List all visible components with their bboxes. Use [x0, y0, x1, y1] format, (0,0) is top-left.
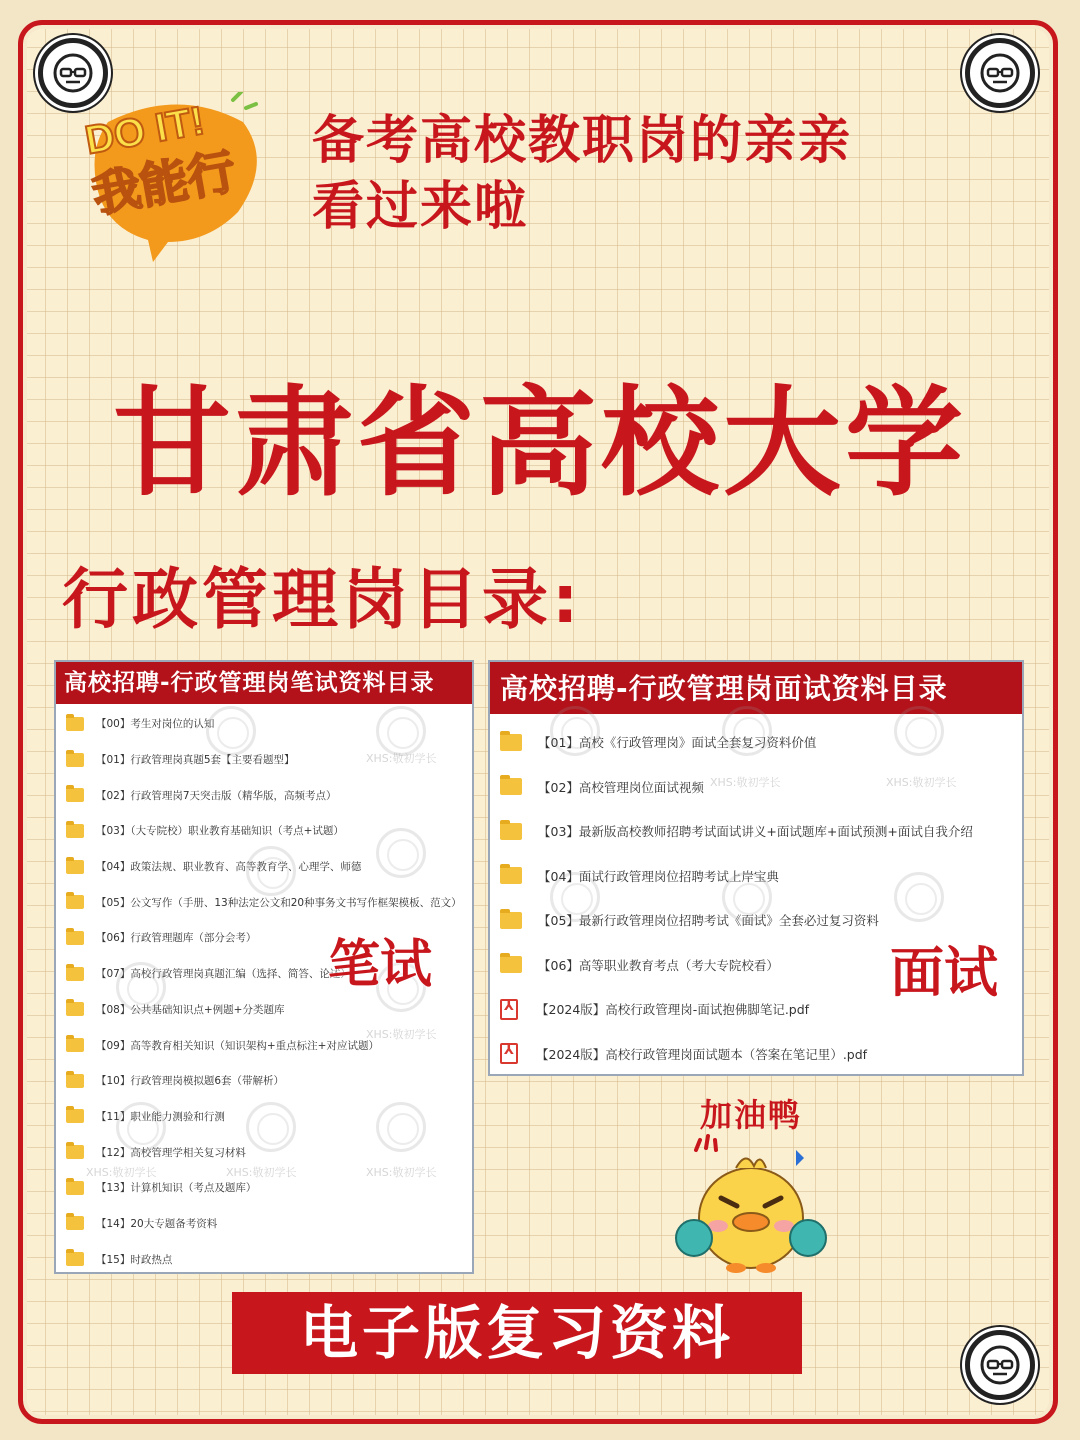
interview-directory	[488, 660, 1024, 1076]
list-item-label: 【2024版】高校行政管理岗面试题本（答案在笔记里）.pdf	[536, 1046, 868, 1062]
list-item-label: 【01】高校《行政管理岗》面试全套复习资料价值	[538, 735, 817, 751]
duck-sticker	[666, 1090, 836, 1280]
list-item-label: 【03】最新版高校教师招聘考试面试讲义+面试题库+面试预测+面试自我介绍	[538, 824, 973, 840]
list-item-label: 【09】高等教育相关知识（知识架构+重点标注+对应试题）	[96, 1039, 379, 1052]
list-item[interactable]	[56, 813, 472, 849]
bottom-banner: 电子版复习资料	[232, 1292, 802, 1374]
folder-icon	[500, 823, 522, 840]
duck-icon	[666, 1130, 836, 1280]
list-item-label: 【2024版】高校行政管理岗-面试抱佛脚笔记.pdf	[536, 1002, 810, 1018]
list-item-label: 【05】最新行政管理岗位招聘考试《面试》全套必过复习资料	[538, 913, 879, 929]
list-item[interactable]	[56, 1027, 472, 1063]
corner-logo-icon	[965, 1330, 1035, 1400]
list-item-label: 【04】政策法规、职业教育、高等教育学、心理学、师德	[96, 861, 362, 874]
folder-icon	[66, 753, 84, 767]
folder-icon	[66, 1145, 84, 1159]
folder-icon	[66, 1038, 84, 1052]
interview-item-list	[490, 714, 1022, 1076]
written-panel-title: 高校招聘-行政管理岗笔试资料目录	[56, 662, 472, 704]
watermark-text: XHS:敬初学长	[366, 1028, 437, 1041]
headline-line-2: 看过来啦	[312, 177, 529, 237]
list-item-label: 【10】行政管理岗模拟题6套（带解析）	[96, 1075, 285, 1088]
folder-icon	[66, 895, 84, 909]
folder-icon	[66, 1109, 84, 1123]
list-item[interactable]	[56, 1063, 472, 1099]
headline	[312, 108, 852, 240]
duck-caption: 加油鸭	[699, 1096, 802, 1134]
interview-stamp: 面试	[890, 941, 998, 1004]
list-item[interactable]	[490, 854, 1022, 899]
folder-icon	[66, 1181, 84, 1195]
written-stamp: 笔试	[328, 935, 433, 995]
folder-icon	[66, 717, 84, 731]
list-item-label: 【00】考生对岗位的认知	[96, 718, 215, 731]
do-it-sticker	[78, 92, 278, 262]
folder-icon	[500, 956, 522, 973]
list-item[interactable]	[56, 1206, 472, 1242]
page-title: 甘肃省高校大学	[112, 374, 967, 512]
interview-panel-title: 高校招聘-行政管理岗面试资料目录	[490, 662, 1022, 714]
badge-text-top: DO IT!	[81, 98, 208, 163]
list-item-label: 【02】行政管理岗7天突击版（精华版，高频考点）	[96, 789, 337, 802]
list-item[interactable]	[490, 720, 1022, 765]
list-item-label: 【01】行政管理岗真题5套【主要看题型】	[96, 754, 295, 767]
list-item[interactable]	[56, 1134, 472, 1170]
list-item-label: 【03】（大专院校）职业教育基础知识（考点+试题）	[96, 825, 344, 838]
pdf-file-icon	[500, 999, 518, 1020]
list-item-label: 【06】高等职业教育考点（考大专院校看）	[538, 957, 779, 973]
folder-icon	[500, 867, 522, 884]
list-item[interactable]	[56, 1099, 472, 1135]
list-item[interactable]	[56, 706, 472, 742]
watermark-text: XHS:敬初学长	[226, 1166, 297, 1179]
folder-icon	[66, 1074, 84, 1088]
headline-line-1: 备考高校教职岗的亲亲	[312, 111, 853, 171]
folder-icon	[66, 967, 84, 981]
list-item-label: 【14】20大专题备考资料	[96, 1217, 218, 1230]
list-item[interactable]	[56, 1241, 472, 1274]
list-item-label: 【15】时政热点	[96, 1253, 173, 1266]
list-item-label: 【11】职业能力测验和行测	[96, 1110, 225, 1123]
list-item-label: 【02】高校管理岗位面试视频	[538, 779, 704, 795]
folder-icon	[66, 860, 84, 874]
list-item[interactable]	[56, 884, 472, 920]
list-item[interactable]	[490, 1032, 1022, 1077]
list-item[interactable]	[490, 765, 1022, 810]
folder-icon	[66, 931, 84, 945]
watermark-text: XHS:敬初学长	[366, 752, 437, 765]
watermark-text: XHS:敬初学长	[86, 1166, 157, 1179]
folder-icon	[500, 912, 522, 929]
section-title: 行政管理岗目录:	[62, 561, 583, 638]
watermark-text: XHS:敬初学长	[366, 1166, 437, 1179]
folder-icon	[66, 1216, 84, 1230]
watermark-text: XHS:敬初学长	[886, 776, 957, 789]
folder-icon	[66, 1252, 84, 1266]
folder-icon	[66, 788, 84, 802]
list-item-label: 【06】行政管理题库（部分会考）	[96, 932, 257, 945]
list-item-label: 【13】计算机知识（考点及题库）	[96, 1182, 257, 1195]
list-item-label: 【07】高校行政管理岗真题汇编（选择、简答、论述）	[96, 968, 351, 981]
folder-icon	[66, 1002, 84, 1016]
pdf-file-icon	[500, 1043, 518, 1064]
folder-icon	[500, 734, 522, 751]
list-item-label: 【04】面试行政管理岗位招聘考试上岸宝典	[538, 868, 779, 884]
list-item[interactable]	[490, 809, 1022, 854]
list-item[interactable]	[56, 742, 472, 778]
watermark-text: XHS:敬初学长	[710, 776, 781, 789]
list-item-label: 【05】公文写作（手册、13种法定公文和20种事务文书写作框架模板、范文）	[96, 896, 462, 909]
list-item[interactable]	[56, 1170, 472, 1206]
list-item-label: 【12】高校管理学相关复习材料	[96, 1146, 246, 1159]
folder-icon	[500, 778, 522, 795]
badge-text-bottom: 我能行	[88, 143, 240, 224]
corner-logo-icon	[965, 38, 1035, 108]
list-item[interactable]	[56, 777, 472, 813]
folder-icon	[66, 824, 84, 838]
list-item[interactable]	[56, 849, 472, 885]
list-item-label: 【08】公共基础知识点+例题+分类题库	[96, 1003, 285, 1016]
